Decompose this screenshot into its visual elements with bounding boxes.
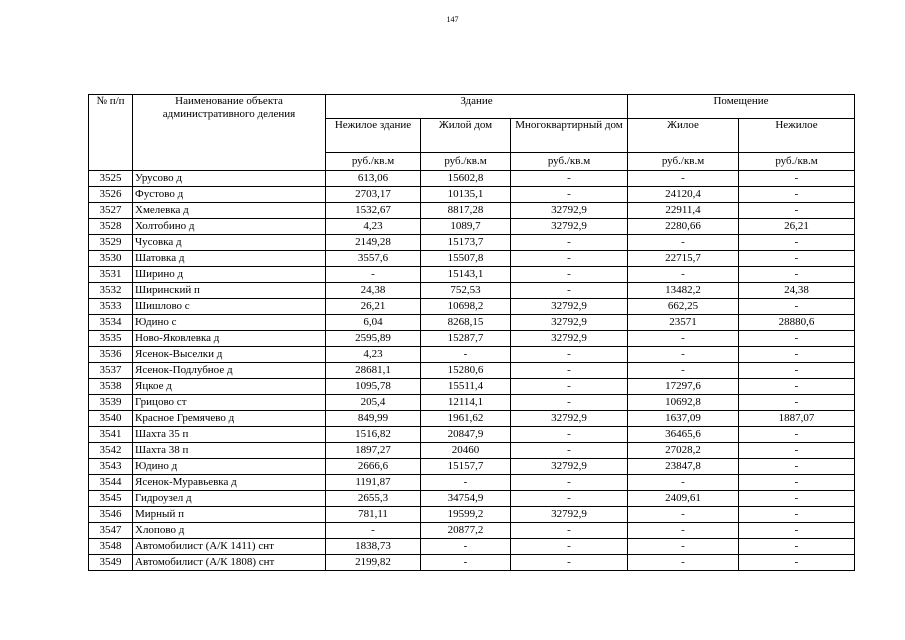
apartment-building-price: - bbox=[511, 347, 628, 363]
apartment-building-price: - bbox=[511, 539, 628, 555]
header-building: Здание bbox=[326, 95, 628, 119]
row-number: 3545 bbox=[89, 491, 133, 507]
row-number: 3540 bbox=[89, 411, 133, 427]
nonresidential-building-price: 2703,17 bbox=[326, 187, 421, 203]
table-row bbox=[89, 427, 855, 443]
nonresidential-premises-price: - bbox=[739, 171, 855, 187]
residential-house-price: 15143,1 bbox=[421, 267, 511, 283]
object-name: Урусово д bbox=[133, 171, 326, 187]
nonresidential-building-price: - bbox=[326, 523, 421, 539]
nonresidential-building-price: 1095,78 bbox=[326, 379, 421, 395]
header-name: Наименование объекта административного деления bbox=[133, 95, 326, 171]
nonresidential-building-price: 2199,82 bbox=[326, 555, 421, 571]
table-row bbox=[89, 235, 855, 251]
nonresidential-premises-price: 26,21 bbox=[739, 219, 855, 235]
apartment-building-price: 32792,9 bbox=[511, 459, 628, 475]
nonresidential-premises-price: - bbox=[739, 443, 855, 459]
row-number: 3526 bbox=[89, 187, 133, 203]
residential-house-price: 34754,9 bbox=[421, 491, 511, 507]
residential-premises-price: 23571 bbox=[628, 315, 739, 331]
nonresidential-building-price: 1897,27 bbox=[326, 443, 421, 459]
object-name: Ново-Яковлевка д bbox=[133, 331, 326, 347]
nonresidential-premises-price: - bbox=[739, 267, 855, 283]
apartment-building-price: - bbox=[511, 395, 628, 411]
object-name: Фустово д bbox=[133, 187, 326, 203]
row-number: 3530 bbox=[89, 251, 133, 267]
unit-label: руб./кв.м bbox=[511, 153, 628, 171]
nonresidential-premises-price: - bbox=[739, 459, 855, 475]
residential-house-price: 15280,6 bbox=[421, 363, 511, 379]
residential-premises-price: - bbox=[628, 235, 739, 251]
nonresidential-premises-price: - bbox=[739, 555, 855, 571]
table-header bbox=[89, 95, 855, 171]
residential-premises-price: 27028,2 bbox=[628, 443, 739, 459]
header-residential-house: Жилой дом bbox=[421, 119, 511, 153]
nonresidential-building-price: - bbox=[326, 267, 421, 283]
row-number: 3534 bbox=[89, 315, 133, 331]
apartment-building-price: - bbox=[511, 171, 628, 187]
row-number: 3528 bbox=[89, 219, 133, 235]
residential-house-price: 752,53 bbox=[421, 283, 511, 299]
residential-premises-price: 2409,61 bbox=[628, 491, 739, 507]
nonresidential-building-price: 2655,3 bbox=[326, 491, 421, 507]
residential-premises-price: 13482,2 bbox=[628, 283, 739, 299]
row-number: 3547 bbox=[89, 523, 133, 539]
object-name: Холтобино д bbox=[133, 219, 326, 235]
nonresidential-building-price: 4,23 bbox=[326, 347, 421, 363]
nonresidential-building-price: 6,04 bbox=[326, 315, 421, 331]
residential-house-price: 12114,1 bbox=[421, 395, 511, 411]
nonresidential-building-price: 2595,89 bbox=[326, 331, 421, 347]
apartment-building-price: 32792,9 bbox=[511, 203, 628, 219]
nonresidential-premises-price: - bbox=[739, 379, 855, 395]
apartment-building-price: - bbox=[511, 267, 628, 283]
apartment-building-price: - bbox=[511, 555, 628, 571]
residential-house-price: - bbox=[421, 539, 511, 555]
apartment-building-price: - bbox=[511, 283, 628, 299]
nonresidential-premises-price: - bbox=[739, 299, 855, 315]
residential-premises-price: 662,25 bbox=[628, 299, 739, 315]
apartment-building-price: - bbox=[511, 443, 628, 459]
residential-premises-price: - bbox=[628, 475, 739, 491]
unit-label: руб./кв.м bbox=[628, 153, 739, 171]
nonresidential-premises-price: - bbox=[739, 475, 855, 491]
residential-premises-price: 17297,6 bbox=[628, 379, 739, 395]
object-name: Шишлово с bbox=[133, 299, 326, 315]
object-name: Гидроузел д bbox=[133, 491, 326, 507]
row-number: 3542 bbox=[89, 443, 133, 459]
residential-house-price: 20877,2 bbox=[421, 523, 511, 539]
residential-premises-price: - bbox=[628, 171, 739, 187]
table-row bbox=[89, 331, 855, 347]
residential-house-price: - bbox=[421, 347, 511, 363]
object-name: Ясенок-Муравьевка д bbox=[133, 475, 326, 491]
row-number: 3541 bbox=[89, 427, 133, 443]
row-number: 3532 bbox=[89, 283, 133, 299]
apartment-building-price: - bbox=[511, 379, 628, 395]
table-row bbox=[89, 507, 855, 523]
apartment-building-price: - bbox=[511, 523, 628, 539]
row-number: 3525 bbox=[89, 171, 133, 187]
object-name: Чусовка д bbox=[133, 235, 326, 251]
table-row bbox=[89, 203, 855, 219]
nonresidential-premises-price: - bbox=[739, 507, 855, 523]
object-name: Юдино с bbox=[133, 315, 326, 331]
row-number: 3527 bbox=[89, 203, 133, 219]
residential-house-price: 1089,7 bbox=[421, 219, 511, 235]
nonresidential-premises-price: - bbox=[739, 347, 855, 363]
nonresidential-premises-price: - bbox=[739, 539, 855, 555]
table-row bbox=[89, 475, 855, 491]
row-number: 3529 bbox=[89, 235, 133, 251]
nonresidential-building-price: 1516,82 bbox=[326, 427, 421, 443]
object-name: Красное Гремячево д bbox=[133, 411, 326, 427]
apartment-building-price: 32792,9 bbox=[511, 315, 628, 331]
residential-house-price: 8268,15 bbox=[421, 315, 511, 331]
row-number: 3538 bbox=[89, 379, 133, 395]
header-residential-premises: Жилое bbox=[628, 119, 739, 153]
object-name: Шахта 38 п bbox=[133, 443, 326, 459]
nonresidential-building-price: 205,4 bbox=[326, 395, 421, 411]
row-number: 3531 bbox=[89, 267, 133, 283]
table-row bbox=[89, 555, 855, 571]
row-number: 3539 bbox=[89, 395, 133, 411]
object-name: Автомобилист (А/К 1808) снт bbox=[133, 555, 326, 571]
object-name: Грицово ст bbox=[133, 395, 326, 411]
residential-house-price: 15157,7 bbox=[421, 459, 511, 475]
apartment-building-price: - bbox=[511, 427, 628, 443]
nonresidential-premises-price: - bbox=[739, 203, 855, 219]
nonresidential-building-price: 1532,67 bbox=[326, 203, 421, 219]
residential-premises-price: - bbox=[628, 507, 739, 523]
nonresidential-building-price: 24,38 bbox=[326, 283, 421, 299]
residential-premises-price: 23847,8 bbox=[628, 459, 739, 475]
row-number: 3548 bbox=[89, 539, 133, 555]
nonresidential-premises-price: - bbox=[739, 523, 855, 539]
object-name: Ясенок-Выселки д bbox=[133, 347, 326, 363]
residential-house-price: 15287,7 bbox=[421, 331, 511, 347]
residential-premises-price: 22715,7 bbox=[628, 251, 739, 267]
apartment-building-price: - bbox=[511, 235, 628, 251]
table-row bbox=[89, 539, 855, 555]
residential-house-price: 20460 bbox=[421, 443, 511, 459]
table-body bbox=[89, 171, 855, 571]
object-name: Хмелевка д bbox=[133, 203, 326, 219]
table-row bbox=[89, 347, 855, 363]
table-row bbox=[89, 187, 855, 203]
nonresidential-premises-price: 28880,6 bbox=[739, 315, 855, 331]
table-row bbox=[89, 491, 855, 507]
residential-house-price: 1961,62 bbox=[421, 411, 511, 427]
nonresidential-building-price: 849,99 bbox=[326, 411, 421, 427]
nonresidential-building-price: 26,21 bbox=[326, 299, 421, 315]
apartment-building-price: - bbox=[511, 491, 628, 507]
table-row bbox=[89, 251, 855, 267]
object-name: Ширино д bbox=[133, 267, 326, 283]
nonresidential-building-price: 2666,6 bbox=[326, 459, 421, 475]
header-num: № п/п bbox=[89, 95, 133, 171]
header-apartment-building: Многоквартирный дом bbox=[511, 119, 628, 153]
row-number: 3544 bbox=[89, 475, 133, 491]
table-row bbox=[89, 363, 855, 379]
row-number: 3533 bbox=[89, 299, 133, 315]
header-nonresidential-premises: Нежилое bbox=[739, 119, 855, 153]
apartment-building-price: 32792,9 bbox=[511, 299, 628, 315]
residential-premises-price: - bbox=[628, 523, 739, 539]
row-number: 3546 bbox=[89, 507, 133, 523]
nonresidential-premises-price: - bbox=[739, 395, 855, 411]
nonresidential-building-price: 1191,87 bbox=[326, 475, 421, 491]
residential-premises-price: - bbox=[628, 363, 739, 379]
row-number: 3536 bbox=[89, 347, 133, 363]
residential-house-price: 15507,8 bbox=[421, 251, 511, 267]
residential-premises-price: 2280,66 bbox=[628, 219, 739, 235]
residential-house-price: 10698,2 bbox=[421, 299, 511, 315]
object-name: Шахта 35 п bbox=[133, 427, 326, 443]
residential-premises-price: 22911,4 bbox=[628, 203, 739, 219]
nonresidential-premises-price: - bbox=[739, 331, 855, 347]
residential-premises-price: - bbox=[628, 331, 739, 347]
row-number: 3537 bbox=[89, 363, 133, 379]
apartment-building-price: - bbox=[511, 475, 628, 491]
residential-premises-price: 36465,6 bbox=[628, 427, 739, 443]
nonresidential-premises-price: - bbox=[739, 251, 855, 267]
header-premises: Помещение bbox=[628, 95, 855, 119]
table-row bbox=[89, 219, 855, 235]
residential-house-price: 19599,2 bbox=[421, 507, 511, 523]
object-name: Мирный п bbox=[133, 507, 326, 523]
table-row bbox=[89, 443, 855, 459]
apartment-building-price: 32792,9 bbox=[511, 331, 628, 347]
residential-premises-price: 24120,4 bbox=[628, 187, 739, 203]
apartment-building-price: 32792,9 bbox=[511, 411, 628, 427]
table-row bbox=[89, 395, 855, 411]
nonresidential-premises-price: 1887,07 bbox=[739, 411, 855, 427]
residential-premises-price: 1637,09 bbox=[628, 411, 739, 427]
table-row bbox=[89, 459, 855, 475]
residential-premises-price: - bbox=[628, 267, 739, 283]
object-name: Автомобилист (А/К 1411) снт bbox=[133, 539, 326, 555]
object-name: Ясенок-Подлубное д bbox=[133, 363, 326, 379]
residential-house-price: 15602,8 bbox=[421, 171, 511, 187]
page-number: 147 bbox=[446, 15, 459, 24]
unit-label: руб./кв.м bbox=[421, 153, 511, 171]
row-number: 3543 bbox=[89, 459, 133, 475]
table-row bbox=[89, 523, 855, 539]
object-name: Шатовка д bbox=[133, 251, 326, 267]
residential-house-price: - bbox=[421, 555, 511, 571]
table-row bbox=[89, 283, 855, 299]
row-number: 3549 bbox=[89, 555, 133, 571]
nonresidential-premises-price: - bbox=[739, 363, 855, 379]
price-table bbox=[88, 94, 855, 571]
residential-premises-price: 10692,8 bbox=[628, 395, 739, 411]
unit-label: руб./кв.м bbox=[739, 153, 855, 171]
table-row bbox=[89, 315, 855, 331]
residential-premises-price: - bbox=[628, 555, 739, 571]
residential-house-price: 10135,1 bbox=[421, 187, 511, 203]
nonresidential-building-price: 613,06 bbox=[326, 171, 421, 187]
unit-label: руб./кв.м bbox=[326, 153, 421, 171]
nonresidential-premises-price: - bbox=[739, 427, 855, 443]
table-row bbox=[89, 411, 855, 427]
apartment-building-price: 32792,9 bbox=[511, 219, 628, 235]
residential-house-price: 15173,7 bbox=[421, 235, 511, 251]
apartment-building-price: 32792,9 bbox=[511, 507, 628, 523]
object-name: Хлопово д bbox=[133, 523, 326, 539]
residential-house-price: 15511,4 bbox=[421, 379, 511, 395]
nonresidential-building-price: 781,11 bbox=[326, 507, 421, 523]
table-row bbox=[89, 379, 855, 395]
residential-premises-price: - bbox=[628, 347, 739, 363]
object-name: Яцкое д bbox=[133, 379, 326, 395]
residential-premises-price: - bbox=[628, 539, 739, 555]
residential-house-price: 20847,9 bbox=[421, 427, 511, 443]
apartment-building-price: - bbox=[511, 363, 628, 379]
nonresidential-building-price: 4,23 bbox=[326, 219, 421, 235]
residential-house-price: - bbox=[421, 475, 511, 491]
residential-house-price: 8817,28 bbox=[421, 203, 511, 219]
header-nonresidential-building: Нежилое здание bbox=[326, 119, 421, 153]
table-row bbox=[89, 299, 855, 315]
nonresidential-building-price: 28681,1 bbox=[326, 363, 421, 379]
object-name: Юдино д bbox=[133, 459, 326, 475]
nonresidential-premises-price: - bbox=[739, 235, 855, 251]
nonresidential-premises-price: - bbox=[739, 187, 855, 203]
row-number: 3535 bbox=[89, 331, 133, 347]
nonresidential-building-price: 1838,73 bbox=[326, 539, 421, 555]
object-name: Ширинский п bbox=[133, 283, 326, 299]
table-row bbox=[89, 171, 855, 187]
table-row bbox=[89, 267, 855, 283]
apartment-building-price: - bbox=[511, 251, 628, 267]
apartment-building-price: - bbox=[511, 187, 628, 203]
nonresidential-premises-price: 24,38 bbox=[739, 283, 855, 299]
nonresidential-building-price: 3557,6 bbox=[326, 251, 421, 267]
nonresidential-building-price: 2149,28 bbox=[326, 235, 421, 251]
nonresidential-premises-price: - bbox=[739, 491, 855, 507]
